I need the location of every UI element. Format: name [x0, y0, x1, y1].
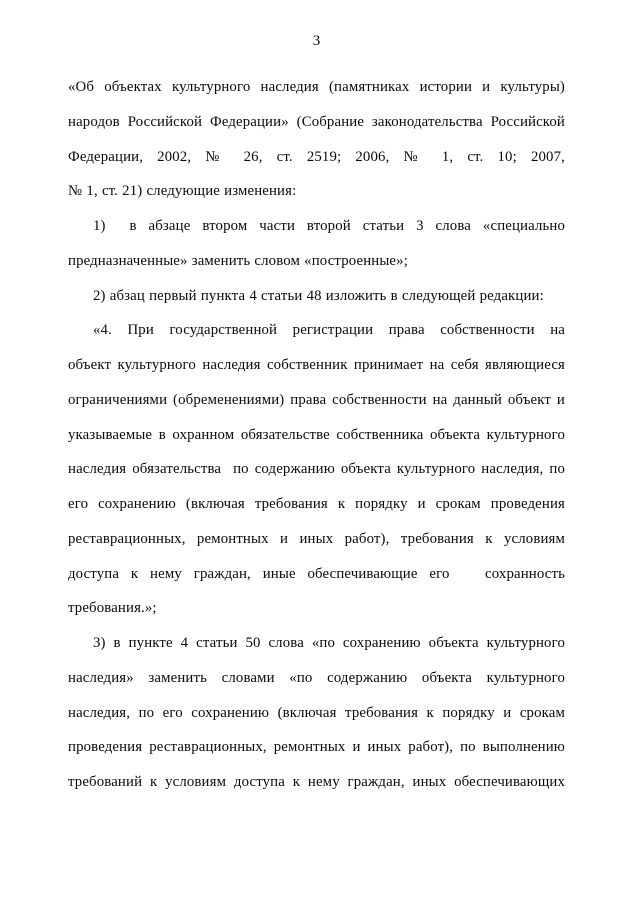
text-line: 2) абзац первый пункта 4 статьи 48 изложить в следующей редакции: — [93, 287, 544, 304]
text-line: № 1, ст. 21) следующие изменения: — [68, 183, 297, 200]
text-line: наследия, по его сохранению (включая требования к порядку и срокам — [68, 704, 565, 721]
text-line: 3) в пункте 4 статьи 50 слова «по сохранению объекта культурного — [93, 635, 565, 651]
text-line: народов Российской Федерации» (Собрание законодательства Российской — [68, 113, 565, 130]
text-line: 1) в абзаце втором части второй статьи 3 слова «специально — [93, 218, 565, 234]
text-line: реставрационных, ремонтных и иных работ), требования к условиям — [68, 530, 565, 547]
text-line: требований к условиям доступа к нему граждан, иных обеспечивающих — [68, 774, 565, 790]
text-line: «4. При государственной регистрации права собственности на — [93, 322, 565, 339]
page-number: 3 — [312, 33, 321, 49]
text-line: проведения реставрационных, ремонтных и иных работ), по выполнению — [68, 739, 565, 756]
text-line: требования.»; — [68, 600, 157, 617]
text-line: «Об объектах культурного наследия (памятниках истории и культуры) — [68, 79, 565, 95]
text-line: указываемые в охранном обязательстве собственника объекта культурного — [68, 426, 565, 443]
text-line: его сохранению (включая требования к порядку и срокам проведения — [68, 496, 565, 512]
text-line: доступа к нему граждан, иные обеспечивающие его сохранность — [68, 565, 565, 582]
document-body — [68, 70, 565, 800]
text-line: ограничениями (обременениями) права собственности на данный объект и — [68, 391, 565, 408]
text-line: Федерации, 2002, № 26, ст. 2519; 2006, № 1, ст. 10; 2007, — [68, 148, 565, 165]
text-line: наследия обязательства по содержанию объекта культурного наследия, по — [68, 461, 565, 478]
text-line: предназначенные» заменить словом «построенные»; — [68, 252, 408, 269]
text-line: объект культурного наследия собственник принимает на себя являющиеся — [68, 357, 565, 373]
text-line: наследия» заменить словами «по содержанию объекта культурного — [68, 669, 565, 686]
